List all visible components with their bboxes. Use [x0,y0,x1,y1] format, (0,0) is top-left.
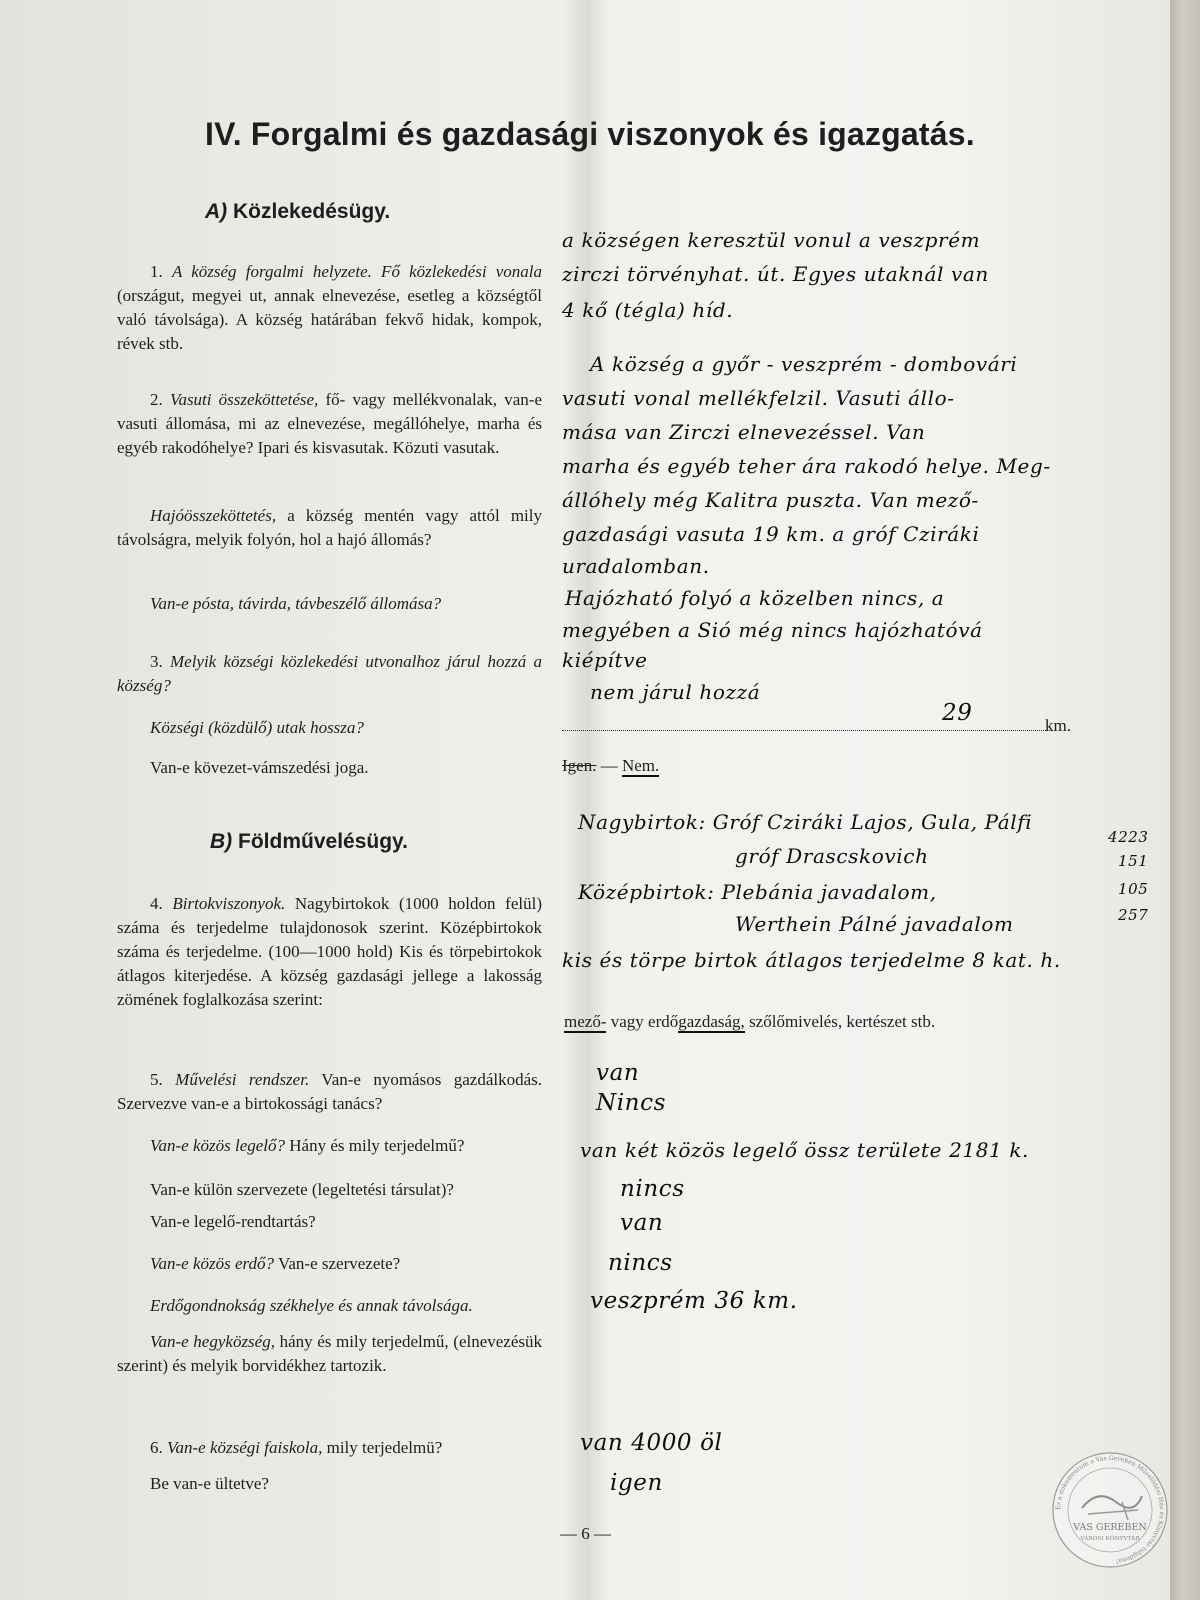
question-5b-italic: Van-e közös legelő? [150,1136,286,1155]
question-5e-italic: Van-e közös erdő? [150,1254,275,1273]
question-3b [150,716,542,740]
question-4-text: Nagybirtokok (1000 holdon felül) száma és terjedelme tulajdonosok szerint. Középbirtokok száma és terjedelme. (100—1000 hold) Kis és törpebirtokok átlagos kiterjedése. A község gazdasági jellege a lakosság zömének foglalkozása szerint: [117,894,542,1009]
question-3-number: 3. [150,652,163,671]
option-vagy: vagy [610,1012,644,1031]
question-4-number: 4. [150,894,163,913]
question-5f-text: Erdőgondnokság székhelye és annak távolsága. [150,1296,473,1315]
question-6-number: 6. [150,1438,163,1457]
answer-2-line-3: mása van Zirczi elnevezéssel. Van [562,420,926,444]
question-2-number: 2. [150,390,163,409]
question-1-number: 1. [150,262,163,281]
answer-3-line-3: kiépítve [562,648,648,672]
section-a-name: Közlekedésügy. [233,200,391,223]
page-edge [1170,0,1200,1600]
question-5f [150,1294,542,1318]
answer-8: van [596,1060,640,1086]
igen-option: Igen. [562,756,597,775]
answer-2-line-6: gazdasági vasuta 19 km. a gróf Cziráki [562,522,980,546]
question-5d: Van-e legelő-rendtartás? [150,1212,316,1231]
question-1-italic: A község forgalmi helyzete. Fő közlekedési vonala [171,262,543,281]
question-2b-italic: Hajóösszeköttetés, [150,506,277,525]
question-5g-italic: Van-e hegyközség, [150,1332,275,1351]
estate-size-1: 4223 [1108,828,1149,846]
answer-14: veszprém 36 km. [590,1288,798,1314]
estate-size-2: 151 [1118,852,1149,870]
question-3 [117,650,542,698]
answer-7-line-1: Nagybirtok: Gróf Cziráki Lajos, Gula, Pálfi [578,810,1033,834]
question-3-italic: Melyik községi közlekedési utvonalhoz járul hozzá a község? [117,652,542,695]
question-5b [150,1134,542,1158]
answer-10: van két közös legelő össz területe 2181 k. [580,1138,1030,1162]
library-stamp [1050,1450,1170,1570]
option-mezo: mező- [564,1012,607,1031]
question-6-text: mily terjedelmü? [326,1438,443,1457]
page-title: IV. Forgalmi és gazdasági viszonyok és igazgatás. [205,116,975,152]
answer-15: van 4000 öl [580,1430,723,1456]
question-5c: Van-e külön szervezete (legeltetési társulat)? [150,1180,454,1199]
question-2c [150,592,542,616]
answer-2-line-7: uradalomban. [562,554,710,578]
answer-3-line-1: Hajózható folyó a közelben nincs, a [565,586,945,610]
km-unit: km. [1045,716,1071,735]
question-5g [117,1330,542,1378]
answer-2-line-2: vasuti vonal mellékfelzil. Vasuti állo- [562,386,955,410]
question-5-text: Van-e nyomásos gazdálkodás. Szervezve van-e a birtokossági tanács? [117,1070,542,1113]
question-6b: Be van-e ültetve? [150,1474,269,1493]
stamp-ring-text: Ez a dokumentum a Vas Gereben Művelődési Ház és Könyvtár tulajdona! [1054,1454,1166,1565]
question-2-italic: Vasuti összeköttetése, [169,390,319,409]
answer-13: nincs [608,1250,673,1276]
answer-9: Nincs [596,1090,666,1116]
answer-11: nincs [620,1176,685,1202]
answer-roads-length: 29 [942,700,973,726]
answer-16: igen [610,1470,663,1496]
question-5b-text: Hány és mily terjedelmű? [289,1136,465,1155]
answer-1-line-1: a községen keresztül vonul a veszprém [562,228,981,252]
answer-7-line-5: kis és törpe birtok átlagos terjedelme 8 kat. h. [562,948,1061,972]
answer-2-line-1: A község a győr - veszprém - dombovári [590,352,1018,376]
economy-type-options [564,1012,935,1032]
question-4 [117,892,542,1012]
stamp-sub: VÁROSI KÖNYVTÁR [1080,1536,1140,1542]
igen-nem-choice [562,756,659,776]
question-3c: Van-e kövezet-vámszedési joga. [150,758,369,777]
stamp-name: VAS GEREBEN [1073,1522,1147,1533]
dotted-answer-line [562,730,1050,731]
choice-dash: — [600,756,618,775]
question-2b [117,504,542,552]
question-2b-text: a község mentén vagy attól mily távolságra, melyik folyón, hol a hajó állomás? [117,506,543,549]
answer-1-line-2: zirczi törvényhat. út. Egyes utaknál van [562,262,989,286]
question-3b-text: Községi (közdülő) utak hossza? [150,718,364,737]
answer-1-line-3: 4 kő (tégla) híd. [562,298,734,322]
question-6 [117,1436,542,1460]
section-b-heading [210,830,408,854]
question-2c-text: Van-e pósta, távirda, távbeszélő állomása? [150,594,442,613]
section-a-letter: A) [205,200,228,223]
option-rest: szőlőmivelés, kertészet stb. [749,1012,936,1031]
option-gazdasag: gazdaság, [678,1012,745,1031]
answer-7-line-4: Werthein Pálné javadalom [735,912,1014,936]
answer-3-line-2: megyében a Sió még nincs hajózhatóvá [562,618,983,642]
answer-7-line-2: gróf Drascskovich [735,844,929,868]
answer-12: van [620,1210,664,1236]
nem-option: Nem. [621,756,660,775]
section-a-heading [205,200,390,224]
question-5g-text: hány és mily terjedelmű, (elnevezésük szerint) és melyik borvidékhez tartozik. [117,1332,543,1375]
answer-2-line-4: marha és egyéb teher ára rakodó helye. Meg- [562,454,1051,478]
answer-7-line-3: Középbirtok: Plebánia javadalom, [578,880,937,904]
question-5-number: 5. [150,1070,163,1089]
estate-size-3: 105 [1118,880,1149,898]
section-b-name: Földművelésügy. [238,830,408,853]
question-5e [150,1252,542,1276]
answer-5: nem járul hozzá [590,680,761,704]
question-1-text: (országut, megyei ut, annak elnevezése, esetleg a községtől való távolsága). A község határában fekvő hidak, kompok, révek stb. [117,286,542,353]
question-5-italic: Művelési rendszer. [175,1070,310,1089]
question-5e-text: Van-e szervezete? [277,1254,401,1273]
section-b-letter: B) [210,830,233,853]
question-2 [117,388,542,460]
question-1 [117,260,542,356]
answer-2-line-5: állóhely még Kalitra puszta. Van mező- [562,488,979,512]
option-erdo: erdő [648,1012,679,1031]
question-2-text: fő- vagy mellékvonalak, van-e vasuti állomása, mi az elnevezése, megállóhelye, marha és egyéb rakodóhelye? Ipari és kisvasutak. Közuti vasutak. [117,390,542,457]
question-4-italic: Birtokviszonyok. [172,894,286,913]
question-5 [117,1068,542,1116]
question-6-italic: Van-e községi faiskola, [167,1438,323,1457]
page-number: — 6 — [560,1524,611,1543]
estate-size-4: 257 [1118,906,1149,924]
